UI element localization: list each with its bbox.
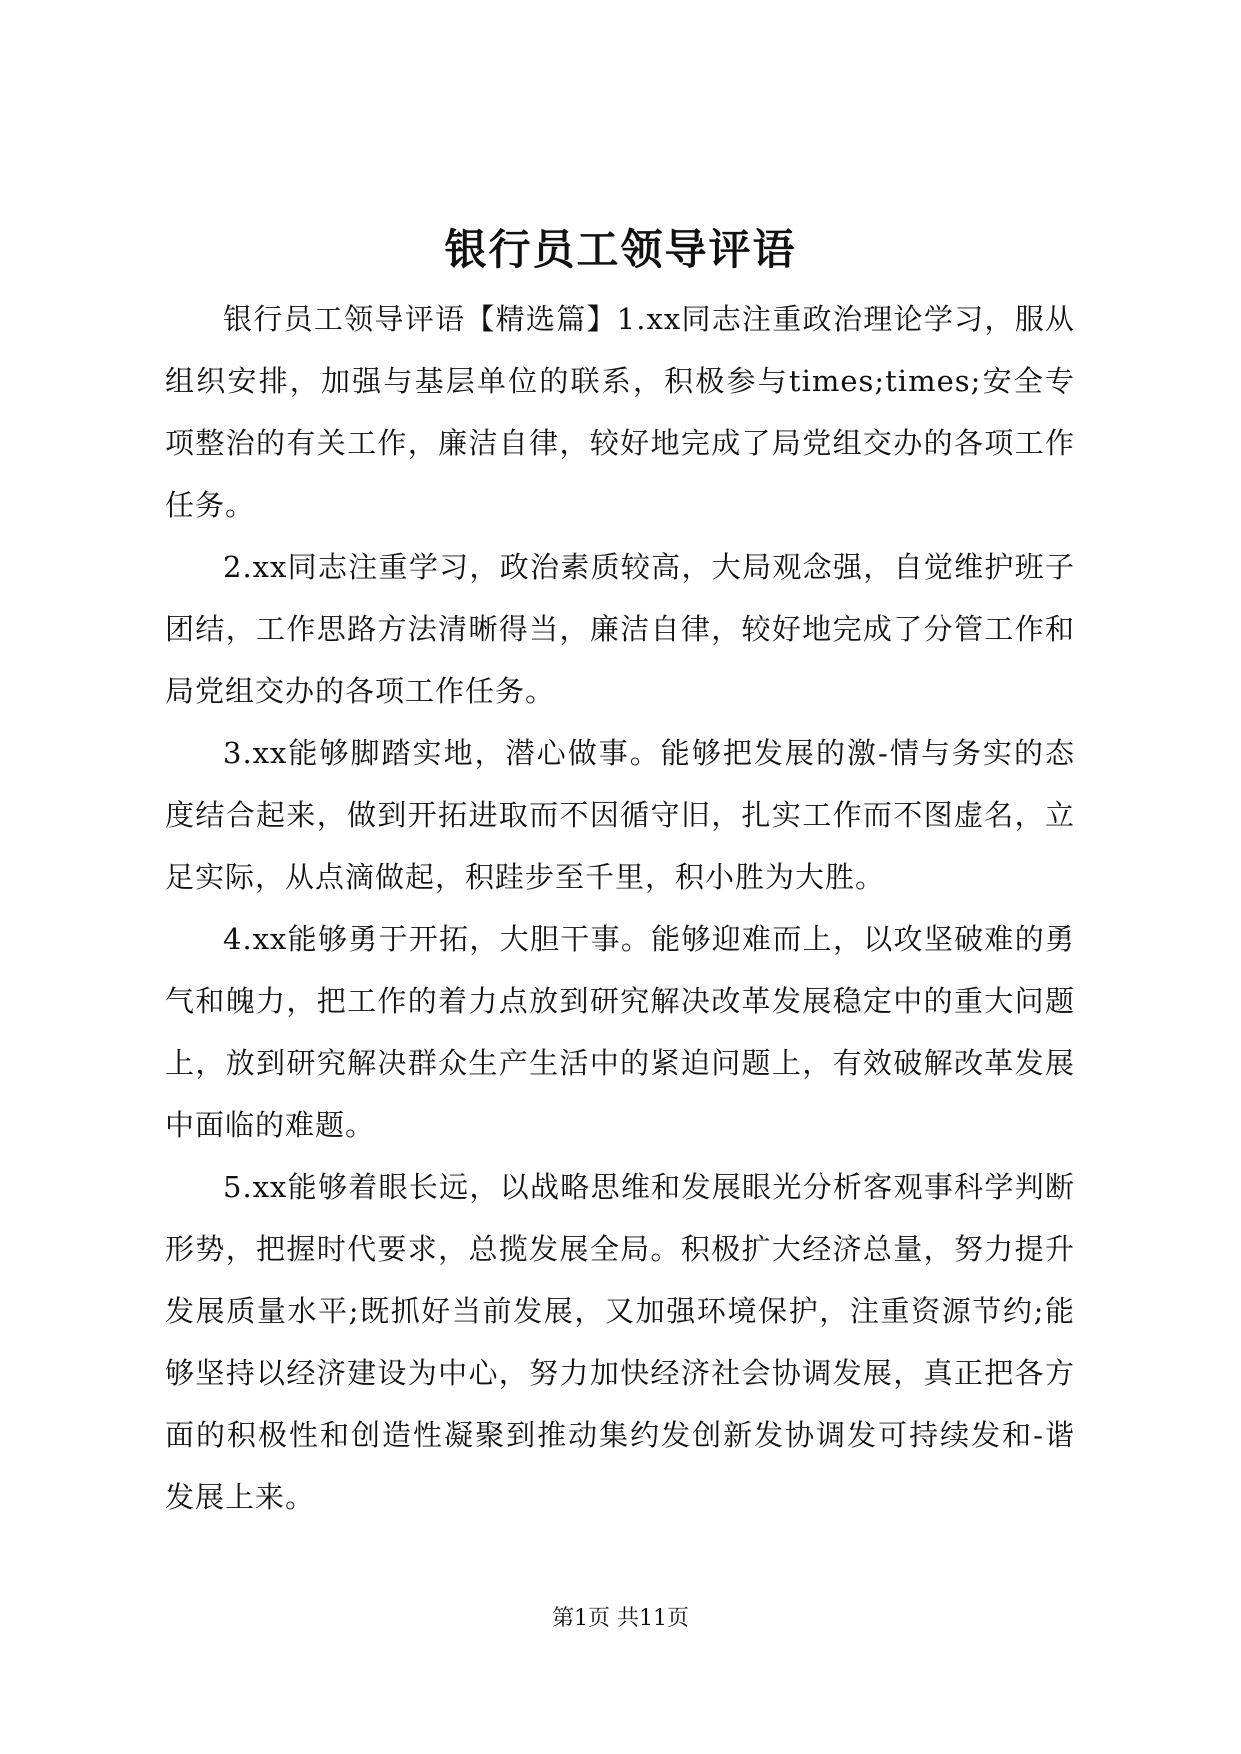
page-title: 银行员工领导评语: [444, 225, 797, 274]
paragraph-1: 银行员工领导评语【精选篇】1.xx同志注重政治理论学习，服从组织安排，加强与基层单位的联系，积极参与times;times;安全专项整治的有关工作，廉洁自律，较好地完成了局党组交办的各项工作任务。: [165, 302, 1075, 522]
paragraph-2: 2.xx同志注重学习，政治素质较高，大局观念强，自觉维护班子团结，工作思路方法清晰得当，廉洁自律，较好地完成了分管工作和局党组交办的各项工作任务。: [165, 550, 1075, 708]
page-number-footer: 第1页 共11页: [552, 1606, 689, 1631]
paragraph-4: 4.xx能够勇于开拓，大胆干事。能够迎难而上，以攻坚破难的勇气和魄力，把工作的着力点放到研究解决改革发展稳定中的重大问题上，放到研究解决群众生产生活中的紧迫问题上，有效破解改革发展中面临的难题。: [165, 922, 1075, 1142]
paragraph-3: 3.xx能够脚踏实地，潜心做事。能够把发展的激-情与务实的态度结合起来，做到开拓进取而不因循守旧，扎实工作而不图虚名，立足实际，从点滴做起，积跬步至千里，积小胜为大胜。: [165, 736, 1075, 894]
document-body: [165, 288, 1075, 1528]
paragraph-5: 5.xx能够着眼长远，以战略思维和发展眼光分析客观事科学判断形势，把握时代要求，总揽发展全局。积极扩大经济总量，努力提升发展质量水平;既抓好当前发展，又加强环境保护，注重资源节约;能够坚持以经济建设为中心，努力加快经济社会协调发展，真正把各方面的积极性和创造性凝聚到推动集约发创新发协调发可持续发和-谐发展上来。: [165, 1170, 1075, 1514]
